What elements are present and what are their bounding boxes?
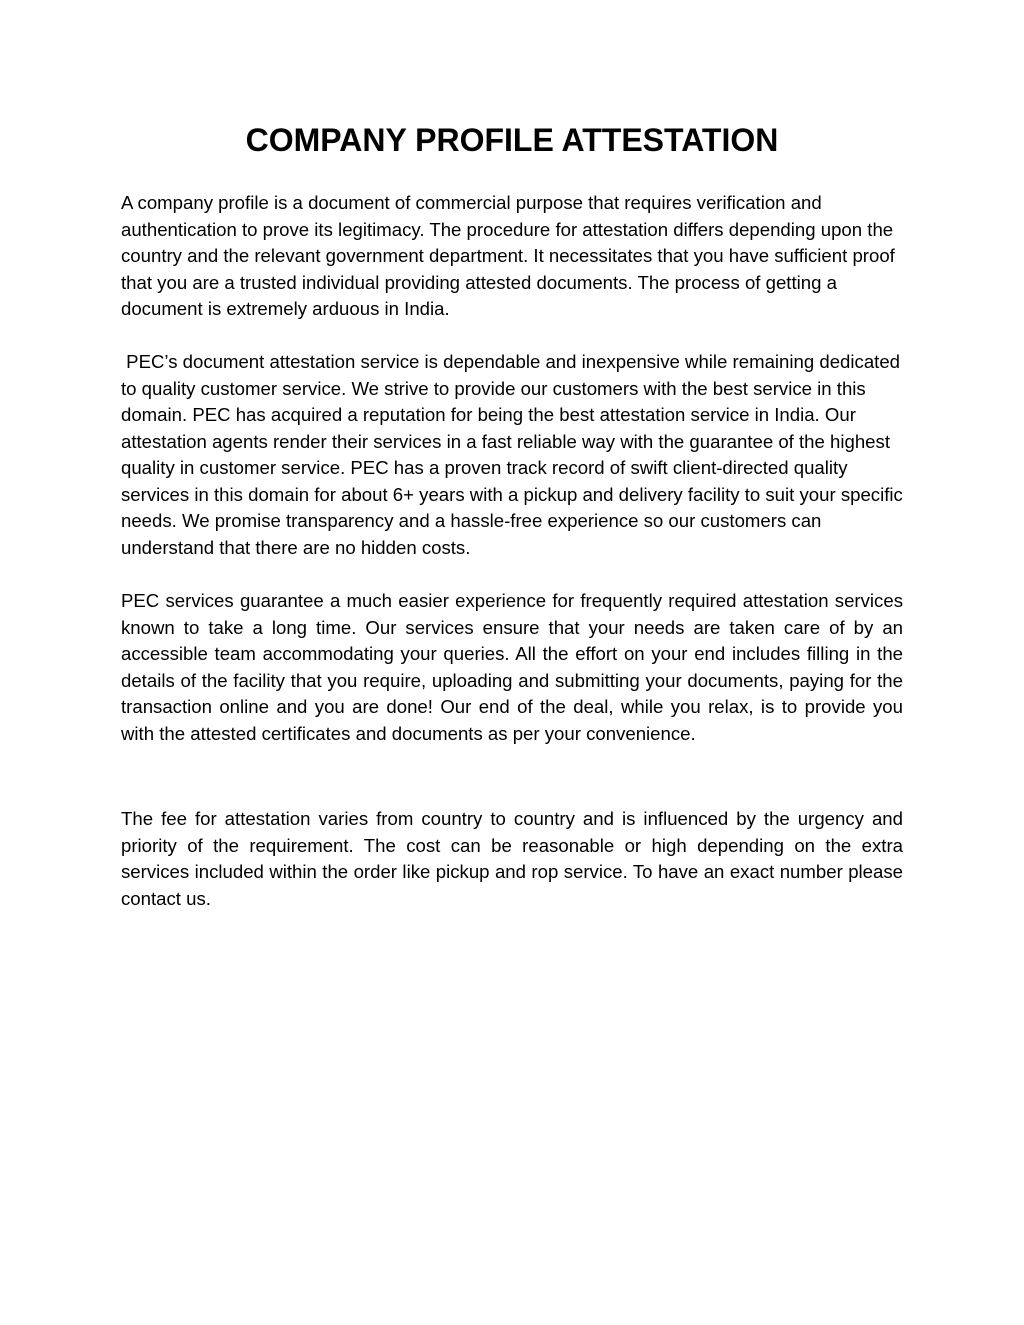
document-title: COMPANY PROFILE ATTESTATION — [245, 122, 779, 158]
paragraph-fee: The fee for attestation varies from country to country and is influenced by the urgency and priority of the requirement. The cost can be reasonable or high depending on the extra services included within the order like pickup and rop service. To have an exact number please contact us. — [121, 808, 903, 909]
paragraph-pec-service: PEC’s document attestation service is dependable and inexpensive while remaining dedicated to quality customer service. We strive to provide our customers with the best service in this domain. PEC has acquired a reputation for being the best attestation service in India. Our attestation agents render their services in a fast reliable way with the guarantee of the highest quality in customer service. PEC has a proven track record of swift client-directed quality services in this domain for about 6+ years with a pickup and delivery facility to suit your specific needs. We promise transparency and a hassle-free experience so our customers can understand that there are no hidden costs. — [121, 351, 908, 558]
paragraph-pec-guarantee: PEC services guarantee a much easier experience for frequently required attestation services known to take a long time. Our services ensure that your needs are taken care of by an accessible team accommodating your queries. All the effort on your end includes filling in the details of the facility that you require, uploading and submitting your documents, paying for the transaction online and you are done! Our end of the deal, while you relax, is to provide you with the attested certificates and documents as per your convenience. — [121, 590, 903, 744]
paragraph-intro: A company profile is a document of commercial purpose that requires verification and authentication to prove its legitimacy. The procedure for attestation differs depending upon the country and the relevant government department. It necessitates that you have sufficient proof that you are a trusted individual providing attested documents. The process of getting a document is extremely arduous in India. — [121, 192, 895, 319]
